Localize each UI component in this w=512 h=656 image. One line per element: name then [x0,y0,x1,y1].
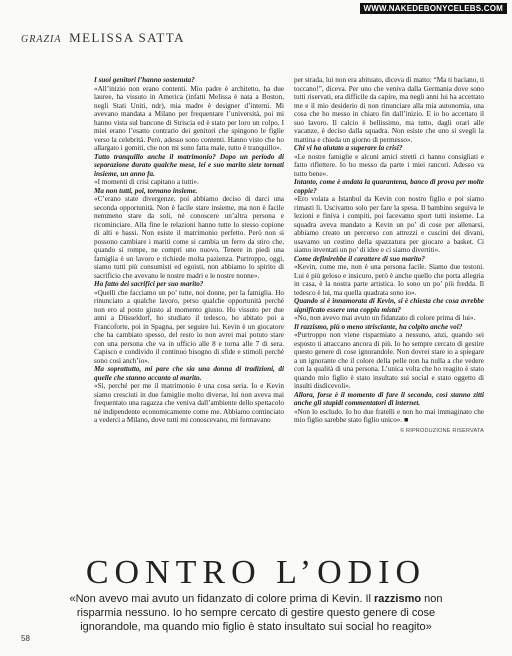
interview-answer: «No, non avevo mai avuto un fidanzato di colore prima di lui». [294,314,476,322]
interview-answer: «Ero volata a Istanbul da Kevin con nostro figlio e poi siamo rimasti lì. Uscivamo solo per fare la spesa. Il bambino seguiva le lezioni e finiva i compiti, poi facevamo sport tutti insieme. La squadra aveva mandato a Kevin un po’ di cose per allenarsi, abbiamo creato un percorso con attrezzi e cuscini dei divani, usavamo un cestino della spazzatura per giocare a basket. Ci siamo inventati un po’ di idee e ci siamo divertiti». [294,195,484,254]
section-title: CONTRO L’ODIO [85,554,427,591]
interview-question: Quando si è innamorata di Kevin, si è chiesta che cosa avrebbe significato essere una coppia mista? [294,297,484,314]
interview-answer: «All’inizio non erano contenti. Mio padre è architetto, ha due lauree, ha vissuto in America (infatti Melissa è nata a Boston, negli Stati Uniti, ndr), mia madre è designer d’interni. Mi avevano mandata a Milano per frequentare l’università, poi mi hanno vista sul bancone di Striscia ed è stato per loro un colpo. I miei erano l’esatto contrario dei genitori che spingono le figlie verso la celebrità. Però, adesso sono contenti. Hanno visto che ho allargato i gomiti, che non mi sono fatta male, tutto è tranquillo». [94,84,284,152]
article-column-left [94,76,284,552]
interview-answer: «Sì, perché per me il matrimonio è una cosa seria. Io e Kevin siamo cresciuti in due famiglie molto diverse, lui non aveva mai frequentato una ragazza che veniva dall’ambiente dello spettacolo né indipendente economicamente come me. Abbiamo cominciato a vederci a Milano, dove tutti mi conoscevano, mi fermavano [94,382,284,424]
subject-name: MELISSA SATTA [69,30,185,45]
interview-question: Tutto tranquillo anche il matrimonio? Dopo un periodo di separazione durato qualche mese, lei e suo marito siete tornati insieme, un anno fa. [94,152,284,178]
interview-answer: «Purtroppo non viene risparmiato a nessuno, anzi, quando sei esposto ti attaccano ancora di più. Io ho sempre cercato di gestire questo genere di cose ignorandole. Non dovrei stare io a spiegare a un ignorante che il colore della pelle non ha nulla a che vedere con la qualità di una persona. L’unica volta che ho reagito è stato quando mio figlio è stato insultato sui social e stato oggetto di insulti disdicevoli». [294,331,484,390]
pull-quote-start: «Non avevo mai avuto un fidanzato di colore prima di Kevin. Il [69,593,374,605]
interview-question: Ma non tutti, poi, tornano insieme. [94,186,198,195]
page-header [21,30,185,46]
interview-answer: «Le nostre famiglie e alcuni amici stretti ci hanno consigliati e fatto riflettere. Io ho messo da parte i miei rancori. Adesso va tutto bene». [294,152,484,178]
interview-question: Ma soprattutto, mi pare che sia una donna di tradizioni, di quelle che stanno accanto al marito. [94,365,284,382]
interview-answer: «Kevin, come me, non è una persona facile. Siamo due testoni. Lui è più geloso e insicuro, però è anche quello che porta allegria in casa, è la nostra parte artistica. Io sono un po’ più fredda. Il tedesco è lui, ma quella quadrata sono io». [294,263,484,297]
article-body [94,76,484,552]
watermark: WWW.NAKEDEBONYCELEBS.COM [360,3,507,14]
pull-quote [56,592,456,634]
interview-question: Ha fatto dei sacrifici per suo marito? [94,280,204,288]
pull-quote-end: non risparmia nessuno. Io ho sempre cercato di gestire questo genere di cose ignorandole, ma quando mio figlio è stato insultato sui social ho reagito» [76,593,443,633]
magazine-name: GRAZIA [21,34,62,45]
interview-question: Come definirebbe il carattere di suo marito? [294,254,425,263]
page-number: 58 [21,634,30,643]
interview-answer: «Quelli che facciamo un po’ tutte, noi donne, per la famiglia. Ho rinunciato a qualche lavoro, perso qualche opportunità perché non ero al posto giusto al momento giusto. Ho vissuto per due anni a Düsseldorf, ho studiato il tedesco, ho abitato poi a Francoforte, poi in Spagna, per seguire lui. Kevin è un giocatore che ha cambiato spesso, del resto io non avrei mai potuto stare con una persona che va in ufficio alle 8 e torna alle 7 di sera. Capisco e condivido il continuo bisogno di sfide e stimoli perché sono così anch’io». [94,288,284,365]
interview-answer: «C’erano state divergenze, poi abbiamo deciso di darci una seconda opportunità. Non è facile stare insieme, ma non è facile nemmeno stare da soli, né conoscere un’altra persona e ricominciare. Alla fine le relazioni hanno tutte lo stesso copione di alti e bassi. Non esiste il matrimonio perfetto. Però non si possono cambiare i mariti come si cambia un ferro da stiro che, quando si rompe, ne compri uno nuovo. Tenere in piedi una famiglia è un lavoro e richiede molta pazienza. Purtroppo, oggi, siamo tutti più consumisti ed egoisti, non abbiamo lo spirito di sacrificio che avevano le nostre madri e le nostre nonne». [94,195,284,280]
article-column-right [294,76,484,552]
interview-answer: «I momenti di crisi capitano a tutti». [94,178,199,186]
interview-question: Intanto, come è andata la quarantena, banco di prova per molte coppie? [294,178,484,195]
interview-question: Il razzismo, più o meno strisciante, ha colpito anche voi? [294,322,463,331]
interview-answer: per strada, lui non era abituato, diceva di matto: “Ma ti baciano, ti toccano!”, diceva. Per uno che veniva dalla Germania dove sono tutti riservati, era difficile da capire, ma negli anni lui ha accettato me e il mio desiderio di non rinunciare alla mia autonomia, una cosa che ho messo in chiaro fin dall’inizio. E io ho accettato il suo lavoro. Il calcio è bellissimo, ma tutto, dagli orari alle vacanze, è deciso dalla squadra. Non esiste che uno si svegli la mattina e chieda un giorno di permesso». [294,76,484,144]
interview-question: Chi vi ha aiutato a superare la crisi? [294,144,403,152]
interview-question: I suoi genitori l’hanno sostenuta? [94,76,195,84]
copyright-credit: © RIPRODUZIONE RISERVATA [400,427,484,434]
interview-answer: «Non lo escludo. Io ho due fratelli e non ho mai immaginato che mio figlio sarebbe stato figlio unico». ■ [294,407,484,424]
pull-quote-emphasis: razzismo [374,593,422,605]
interview-question: Allora, forse è il momento di fare il secondo, così stanno zitti anche gli stupidi commentatori di internet. [294,390,484,407]
